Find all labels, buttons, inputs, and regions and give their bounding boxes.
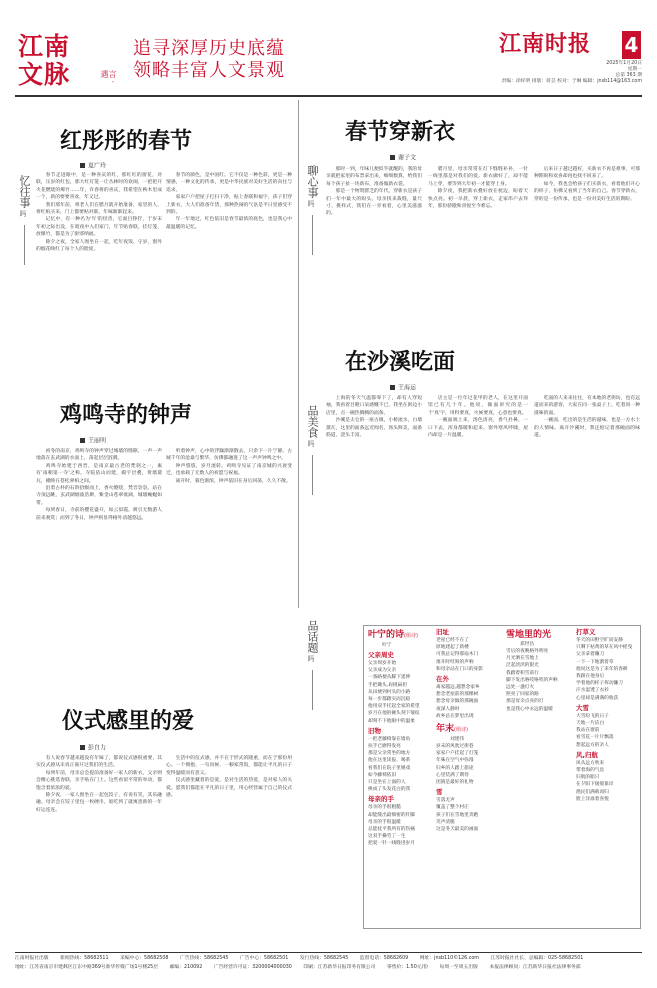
paragraph: 沙溪是太仓的一座古镇，小桥流水，白墙黛瓦，这里的面条远近闻名，汤头鲜美，面条筋道，浇头丰富。: [326, 418, 422, 439]
section-tag-bar: [312, 455, 313, 495]
poem-title: 母亲的手: [368, 795, 394, 804]
paragraph: 吃面的人来来往往，有本地的老街坊，也有远道而来的游客，大家在同一张桌子上，吃着同一种滋味的面。: [534, 396, 640, 416]
poem-line: 那是母亲点亮的灯: [506, 699, 544, 705]
paragraph: 钟声悠悠，岁月流转。鸡鸣寺见证了南京城的兴衰变迁，也承载了无数人的祈愿与祝福。: [166, 463, 292, 477]
footer-item: 地址：江苏省南京市建邺区江东中路369号新华传媒广场1号楼25层: [15, 965, 159, 970]
byline-marker-icon: [390, 155, 395, 160]
poem-line: 如今藤椅依旧: [368, 772, 397, 778]
footer-item: 本报法律顾问：江苏新华日报社法律事务部: [489, 965, 581, 970]
byline-marker-icon: [80, 163, 85, 168]
poem-group-title: 雪地里的光: [506, 630, 552, 640]
paragraph: 仪式感里藏着的是爱，是对生活的热爱，是对家人的关爱。愿我们都能在平凡的日子里，用心经营属于自己的仪式感。: [166, 778, 292, 799]
poem-line: 那是父亲常坐的地方: [368, 751, 411, 757]
poem-line: 冬天的田野空旷而安静: [576, 638, 623, 643]
poem-line: 父亲拿着镰刀: [576, 652, 605, 658]
poem-line: 想念老屋前的那棵树: [436, 692, 479, 698]
poetry-column-1: [368, 626, 430, 928]
poem-line: 天地一片洁白: [576, 721, 605, 727]
issue-date: 2025年1月20日: [606, 61, 642, 66]
poem-line: 我站在窗前: [576, 728, 600, 734]
paragraph: 每到春日，寺前的樱花盛开，如云似霞，吸引无数游人前来观赏；而到了冬日，钟声则显得格外清越悠远。: [36, 508, 162, 521]
poem-line: 看我们在院子里嬉戏: [368, 765, 411, 771]
article4-byline: 王海运: [390, 385, 416, 392]
byline-marker-icon: [80, 745, 85, 750]
poem-author: 郑世昌: [520, 642, 535, 647]
poem-line: 雪落无声: [436, 798, 455, 804]
footer-item: 江南时报社出版: [15, 956, 49, 961]
poem-line: 家家户户挂起了灯笼: [436, 751, 479, 757]
poem-line: 脚下发出咯吱咯吱的声响: [506, 677, 558, 683]
poem-line: 和母亲站在门口的身影: [436, 666, 483, 672]
poem-line: 孩子们在雪地里奔跑: [436, 812, 479, 818]
footer-divider: [15, 952, 642, 953]
paragraph: 店主是一位年过花甲的老人，在这里开面馆已有几十年。他说，做面讲究的是一个'真'字，用料要真，火候要真，心意也要真。: [428, 396, 528, 416]
section-tag-main: 聊心事: [306, 165, 319, 198]
poem-line: 父亲周岁开始: [368, 661, 397, 666]
poem-line: 带着海的气息: [576, 768, 605, 774]
footer-item: 每周一至周五出版: [439, 965, 478, 970]
issue-number: 总第 363 期: [615, 73, 642, 78]
article5-body-col1: [36, 755, 162, 945]
poem-line: 想起远方的亲人: [576, 742, 609, 748]
poem-line: 父亲成为父亲: [368, 668, 397, 674]
poem-line: 团圆是最好的礼物: [436, 780, 474, 786]
footer-item: 广告经营许可证：3200004000030: [213, 965, 292, 970]
section-name-line2: 文脉: [18, 60, 71, 89]
footer-item: 广告中心：58682501: [239, 956, 289, 961]
poem-line: 夜深人静时: [436, 706, 460, 712]
article3-body-col2: [166, 448, 292, 598]
paragraph: 家家户户把屋子打扫干净，贴上春联和福字，孩子们穿上新衣，大人们准备年货，那种热闹的气氛是平日里感受不到的。: [166, 195, 292, 216]
poetry-title: 叶宁的诗(组诗): [368, 630, 418, 640]
paragraph: 那是一个物资匮乏的年代，穿新衣是孩子们一年中最大的盼头。母亲找来裁缝，量尺寸、挑样式，我们在一旁看着，心里美滋滋的。: [326, 189, 422, 217]
paragraph: 有人说春节越来越没有年味了，都说仪式感很重要，其实仪式感从未真正离开过我们的生活。: [36, 756, 162, 769]
section-subtitle: 言 · 遇: [100, 70, 117, 84]
poem-line: 学着他的样子挥动镰刀: [576, 681, 623, 687]
poem-title: 大雪: [576, 703, 589, 712]
staff-credits: 责编：徐梓明 排版：蒋芸 校对：于琳 编辑：jnsb114@163.com: [501, 79, 642, 84]
article2-headline: 春节穿新衣: [345, 119, 456, 145]
paragraph: 离开时，暮色渐浓，钟声依旧在身后回荡，久久不散。: [175, 478, 291, 484]
paragraph: 听着钟声，心中的浮躁渐渐散去，只余下一片宁静。古城千年的沧桑与繁华，仿佛都融进了这一声声钟鸣之中。: [166, 449, 292, 462]
column-divider: [298, 100, 299, 608]
masthead: [0, 0, 657, 92]
poem-line: 大雪纷飞的日子: [576, 713, 609, 719]
section-logo: [18, 32, 117, 92]
poem-line: 归航的船只: [576, 775, 600, 781]
article4-headline: 在沙溪吃面: [345, 349, 456, 375]
footer-line1: [15, 957, 642, 962]
section-tag-main: 忆往事: [18, 175, 31, 208]
poem-line: 照亮了回家的路: [506, 692, 539, 698]
section-tag-bar: [312, 215, 313, 255]
poetry-author: 叶宁: [382, 643, 392, 648]
article2-byline: 谢子文: [390, 155, 416, 162]
poetry-column-2: [436, 626, 500, 928]
poem-line: 雪后的夜晚格外明亮: [506, 649, 549, 654]
article5-headline: 仪式感里的爱: [62, 708, 195, 734]
paragraph: 除夕之夜，全家人围坐在一起，吃年夜饭、守岁，窗外的烟花映红了每个人的脸庞。: [36, 239, 162, 253]
poem-title: 父亲周史: [368, 651, 394, 659]
article3-headline: 鸡鸣寺的钟声: [60, 402, 193, 428]
poem-line: 归乡的人踏上旅途: [436, 765, 474, 771]
section-tag-sub: 吗: [307, 440, 315, 447]
paragraph: 鸡鸣寺始建于西晋，是南京最古老的梵刹之一，素有'南朝第一寺'之称。寺院依山而建，殿宇层叠，黄墙黛瓦，掩映在苍松翠柏之间。: [36, 463, 162, 484]
poem-line: 却能缝出最细密的针脚: [368, 812, 415, 818]
section-tag-sub: 吗: [307, 655, 315, 662]
paragraph: 那时一到，年味儿便似乎就醒的，我的母亲就把家里的布票拿出来，细细数算，给我们每个孩子扯一块新布，准备做新衣裳。: [326, 167, 422, 187]
article5-byline: 彭自力: [80, 745, 106, 752]
footer-item: 广告热线：58682545: [180, 956, 229, 961]
article2-body-col3: [534, 166, 640, 344]
footer-item: 印刷：江苏新华日报印务有限公司: [303, 965, 376, 970]
poem-line: 看雪花一片片飘落: [576, 735, 614, 741]
poem-line: 想念母亲做的那碗面: [436, 699, 479, 705]
poem-line: 离家越远,越想念家乡: [436, 685, 480, 691]
poem-line: 可我总记得那扇木门: [436, 652, 479, 658]
article5-body-col2: [166, 755, 292, 945]
poem-line: 一下一下地割着草: [576, 659, 614, 665]
article3-byline: 王丽明: [80, 438, 106, 445]
poem-line: 心里却是满满的收获: [576, 695, 619, 701]
slogan-line2: 领略丰富人文景观: [133, 60, 285, 81]
article1-body-col1: [36, 172, 162, 377]
poem-line: 把爱一针一线缝进岁月: [368, 841, 415, 847]
section-name-line1: 江南: [18, 32, 71, 61]
footer-line2: [15, 966, 642, 971]
poem-line: 扶手已磨得发亮: [368, 744, 401, 750]
poem-line: 心里装满了期待: [436, 772, 469, 778]
footer-item: 零售价：1.50元/份: [386, 965, 428, 970]
issue-weekday: 星期一: [627, 67, 642, 72]
poem-line: 我跟在他身后: [576, 674, 605, 680]
poem-title: 雪: [436, 788, 443, 797]
article1-headline: 红彤彤的春节: [60, 128, 193, 154]
poem-group-title: 年末(组诗): [436, 724, 468, 735]
poem-line: 泛起淡淡的银光: [506, 663, 539, 669]
poem-line: 一把老藤椅靠在墙角: [368, 736, 411, 742]
article1-body-col2: [166, 172, 292, 377]
poem-line: 只剩下枯黄的草在风中摇曳: [576, 645, 633, 651]
footer-item: 新闻热线：58682511: [60, 956, 109, 961]
poem-title: 风,归航: [576, 750, 598, 759]
poem-line: 母亲的手很温暖: [368, 819, 401, 825]
poem-line: 年味在空气中弥漫: [436, 758, 474, 764]
poem-line: 这是冬天最美的画面: [436, 827, 479, 833]
section-tag-bar: [24, 225, 25, 265]
poem-line: 换成了头发花白的我: [368, 787, 411, 793]
footer-item: 监督电话：58682609: [359, 956, 409, 961]
poem-line: 月光洒在雪地上: [506, 656, 539, 662]
section-tag-main: 品美食: [306, 405, 319, 438]
paragraph: 记忆中，有一种名为'年'的怪兽，它面目狰狞，于岁末年初之际出没，在暗夜中入们家门，年节贴春联，挂灯笼，放爆竹，都是为了驱邪纳福。: [36, 217, 162, 238]
poem-line: 却刻不下他眼中的温柔: [368, 718, 415, 724]
section-tag-bar: [312, 670, 313, 710]
poetry-column-3: [506, 626, 570, 928]
article1-byline: 夏广玲: [80, 163, 106, 170]
paragraph: 一碗面，吃出的是生活的滋味，也是一方水土的人情味。离开沙溪时，我还惦记着那碗面的味道。: [534, 418, 640, 439]
article1-section-tag: [18, 175, 30, 217]
article3-body-col1: [36, 448, 162, 598]
poem-line: 我踏着积雪前行: [506, 670, 539, 676]
poem-line: 故乡总在梦里出现: [436, 713, 474, 719]
poem-line: 覆盖了整个村庄: [436, 805, 469, 811]
slogan-line1: 追寻深厚历史底蕴: [133, 38, 285, 59]
newspaper-brand: [499, 31, 641, 59]
poetry-box: [363, 625, 641, 929]
paragraph: 初冬的南京，鸡鸣寺的钟声穿过城墙的缝隙，一声一声地落在玄武湖的水面上，荡起层层涟漪。: [36, 449, 162, 462]
paragraph: 沿着古朴的石阶拾级而上，香火缭绕，梵音袅袅。站在寺顶远眺，玄武湖烟波浩渺，紫金山苍翠欲滴，城墙蜿蜒如带。: [36, 486, 162, 506]
section-tag-sub: 吗: [19, 210, 27, 217]
article2-body-col2: [428, 166, 528, 344]
paragraph: 上海的冬天气温都零下了，却有人穿短袖，我看着目瞪口呆感慨不已，我坐在街边小店里，点一碗热腾腾的面条。: [326, 396, 422, 416]
poem-line: 他在这里读报、喝茶: [368, 758, 411, 764]
poem-line: 推开时吱呀的声响: [436, 659, 474, 665]
poem-line: 每一步都踏实而沉稳: [368, 697, 411, 703]
paragraph: 我们那年前，将老人们在腊月就开始准备，家里的人，将红纸买来，门上都要贴对联，年味渐渐起来。: [36, 202, 162, 216]
paragraph: 年一年地过，红色依旧是春节最浓的底色，也是我心中最温暖的记忆。: [166, 217, 292, 230]
paragraph: 春节走进眼中，是一种喜庆的红，那红红的窗花，对联，压岁的红包，那大红灯笼一让丛林时的欢闹，一把把开火花燃烧的爆竹……年，许春将的喜庆，我希望在秧木里成一个，新的要要喜欢，年又过。: [36, 173, 162, 201]
poem-line: 老屋已经不在了: [436, 638, 469, 643]
poem-line: 他说这是为了来年的春耕: [576, 666, 628, 672]
article4-body-col3: [534, 395, 640, 617]
section-tag-sub: 吗: [307, 200, 315, 207]
poem-line: 总能抚平我所有的伤痛: [368, 827, 415, 833]
paragraph: 如今，我也会给孩子们买新衣，看着他们开心的样子，仿佛又看到了当年的自己。春节穿新衣，穿的是一份传承，也是一份对美好生活的期盼。: [534, 181, 640, 202]
byline-marker-icon: [390, 385, 395, 390]
poem-line: 从田埂到村头的小路: [368, 689, 411, 695]
poem-line: 原地建起了新楼: [436, 645, 469, 651]
poem-line: 岁月在他的额头刻下皱纹: [368, 711, 420, 717]
article4-body-col1: [326, 395, 422, 617]
poem-line: 他用双手托起全家的希望: [368, 704, 420, 710]
poem-line: 岁末的风吹过街巷: [436, 744, 474, 750]
poetry-column-4: [576, 626, 638, 928]
poem-line: 也是我心中永远的温暖: [506, 706, 553, 712]
page-number-badge: 4: [622, 31, 641, 59]
poem-title: 旧物: [368, 726, 381, 735]
poem-line: 一条路便从脚下延伸: [368, 675, 411, 681]
paragraph: 每到年前，母亲总会提前准备好一家人的新衣，父亲则会精心挑选春联，亲手贴在门上。这些看似平常的举动，都饱含着浓浓的爱。: [36, 770, 162, 791]
article4-body-col2: [428, 395, 528, 617]
poem-line: 只是坐在上面的人: [368, 780, 406, 786]
byline-marker-icon: [80, 438, 85, 443]
footer-item: 采编中心：58682508: [120, 956, 169, 961]
poem-line: 笑声清脆: [436, 819, 455, 825]
poem-line: 母亲的手很粗糙: [368, 805, 401, 811]
poem-title: 在外: [436, 675, 449, 684]
paragraph: 后来日子越过越好，买新衣不再是难事，可那种期盼和欢喜却再也找不回来了。: [534, 167, 640, 180]
paragraph: 一碗面端上来，汤色清亮，香气扑鼻，一口下去，浑身都暖和起来。窗外寒风呼啸，屋内却是一片温暖。: [428, 418, 528, 439]
section-tag-main: 品话题: [306, 620, 319, 653]
footer-item: 网址：jnsb110©126.com: [419, 956, 479, 961]
footer-item: 发行热线：58682545: [299, 956, 349, 961]
poem-title: 打草义: [576, 628, 596, 636]
poem-line: 风从远方吹来: [576, 760, 605, 766]
poem-line: 渔民们满载而归: [576, 789, 609, 795]
paragraph: 生活中的仪式感，并不在于形式的隆重，而在于那份用心。一个拥抱、一句问候、一顿家常饭，都能让平凡的日子变得温暖而有意义。: [166, 756, 292, 776]
paragraph: 腊月里，母亲常常在灯下缝缝补补，一针一线里都是对我们的爱。新衣做好了，却不能马上穿，要等到大年初一才能穿上身。: [428, 167, 528, 187]
poem-line: 远处一盏灯火: [506, 685, 535, 691]
poem-line: 汗水湿透了衣衫: [576, 688, 609, 694]
poem-line: 手把锄头,肩挑扁担: [368, 682, 407, 688]
poem-line: 这双手操劳了一生: [368, 834, 406, 840]
paragraph: 春节的颜色，是中国红。它不仅是一种色彩，更是一种情感，一种文化的传承，更是中华民族对美好生活的向往与追求。: [166, 173, 292, 193]
footer-item: 邮编：210092: [169, 965, 203, 970]
poem-line: 脸上洋溢着喜悦: [576, 796, 609, 802]
masthead-divider: [15, 95, 642, 97]
paragraph: 除夕夜，一家人围坐在一起包饺子，有说有笑，其乐融融。母亲会在饺子里包一枚硬币，谁吃到了就寓意新的一年好运连连。: [36, 793, 162, 813]
article4-section-tag: [306, 405, 318, 447]
poem-author: 刘建伟: [450, 737, 465, 743]
poem-title: 旧址: [436, 628, 449, 636]
footer-item: 江苏时报社社长、总编辑：025-58682501: [490, 956, 584, 961]
poem-line: 在夕阳下缓缓靠岸: [576, 782, 614, 788]
article2-section-tag: [306, 165, 318, 207]
brand-name: 江南时报: [499, 32, 592, 57]
paragraph: 除夕夜，我把新衣叠好放在枕边，盼着天快点亮。初一早晨，穿上新衣，走家串户去拜年，那份骄傲和喜悦至今难忘。: [428, 189, 528, 210]
article2-body-col1: [326, 166, 422, 344]
article5-section-tag: [306, 620, 318, 662]
